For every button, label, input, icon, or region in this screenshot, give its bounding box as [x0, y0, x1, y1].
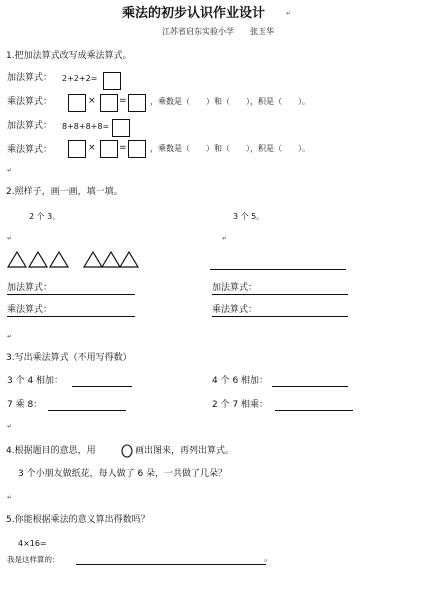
q2-heading: 2.照样子，画一画，填一填。	[6, 187, 123, 197]
page-title: 乘法的初步认识作业设计	[122, 6, 266, 21]
triangle-drawing	[6, 249, 141, 269]
q1-mul-label-2: 乘法算式：	[7, 145, 53, 155]
q5-expr: 4×16=	[18, 539, 47, 548]
paragraph-mark: ↵	[7, 423, 13, 430]
paragraph-mark: ↵	[222, 235, 228, 242]
triangle-icon	[120, 252, 138, 267]
q5-heading: 5.你能根据乘法的意义算出得数吗？	[6, 515, 150, 525]
q2-left-add-label: 加法算式：	[7, 283, 53, 293]
q3-answer-line-3[interactable]	[48, 410, 126, 411]
q1-product-box-2[interactable]	[128, 140, 146, 158]
q1-factor-box-2a[interactable]	[68, 140, 86, 158]
q4-heading-pre: 4.根据题目的意思，用	[6, 446, 96, 456]
paragraph-mark: ↵	[7, 167, 13, 174]
q1-factors-text-2: ，乘数是（ ）和（ ），积是（ ）。	[150, 144, 310, 153]
q2-drawing-line[interactable]	[210, 269, 346, 270]
q3-answer-line-2[interactable]	[272, 386, 348, 387]
circle-icon	[121, 444, 133, 458]
q1-factor-box-1a[interactable]	[68, 94, 86, 112]
q3-answer-line-4[interactable]	[275, 410, 353, 411]
q1-factors-text-1: ，乘数是（ ）和（ ），积是（ ）。	[150, 97, 310, 106]
q1-add-label-1: 加法算式：	[7, 73, 53, 83]
q1-answer-box-2[interactable]	[112, 119, 130, 137]
q5-method-line[interactable]	[76, 564, 266, 565]
triangle-icon	[50, 252, 68, 267]
q3-item-3: 7 乘 8：	[7, 400, 43, 410]
equals-sign: =	[119, 143, 127, 153]
q1-expr-2: 8+8+8+8=	[62, 122, 110, 131]
q1-expr-1: 2+2+2=	[62, 74, 98, 83]
q2-right-mul-label: 乘法算式：	[212, 305, 258, 315]
q2-right-mul-line[interactable]	[212, 316, 348, 317]
times-sign: ×	[88, 96, 96, 106]
q3-item-1: 3 个 4 相加：	[7, 376, 64, 386]
triangle-icon	[8, 252, 26, 267]
paragraph-mark: ↵	[286, 10, 292, 17]
q1-product-box-1[interactable]	[128, 94, 146, 112]
equals-sign: =	[119, 96, 127, 106]
paragraph-mark: ↵	[7, 333, 13, 340]
q2-right-add-line[interactable]	[212, 294, 348, 295]
q4-heading-post: 画出图来，再列出算式。	[135, 446, 235, 456]
paragraph-mark: ↵	[7, 494, 13, 501]
q2-left-mul-line[interactable]	[7, 316, 135, 317]
q1-mul-label-1: 乘法算式：	[7, 97, 53, 107]
paragraph-mark: ↵	[7, 235, 13, 242]
page-subtitle: 江苏省启东实验小学 张玉华	[162, 27, 274, 36]
q3-heading: 3.写出乘法算式（不用写得数）	[6, 353, 132, 363]
triangle-icon	[29, 252, 47, 267]
q1-heading: 1.把加法算式改写成乘法算式。	[6, 51, 132, 61]
q4-problem: 3 个小朋友做纸花，每人做了 6 朵，一共做了几朵？	[18, 469, 228, 479]
triangle-icon	[84, 252, 102, 267]
period: 。	[264, 554, 274, 564]
triangle-icon	[102, 252, 120, 267]
q3-item-2: 4 个 6 相加：	[212, 376, 269, 386]
q2-left-prompt: 2 个 3。	[29, 212, 61, 221]
q2-left-mul-label: 乘法算式：	[7, 305, 53, 315]
q5-method-label: 我是这样算的：	[7, 555, 60, 564]
q1-answer-box-1[interactable]	[103, 72, 121, 90]
q2-right-prompt: 3 个 5。	[233, 212, 265, 221]
q3-item-4: 2 个 7 相乘：	[212, 400, 269, 410]
q2-right-add-label: 加法算式：	[212, 283, 258, 293]
q3-answer-line-1[interactable]	[72, 386, 132, 387]
q1-factor-box-2b[interactable]	[100, 140, 118, 158]
q1-factor-box-1b[interactable]	[100, 94, 118, 112]
times-sign: ×	[88, 143, 96, 153]
q2-left-add-line[interactable]	[7, 294, 135, 295]
q1-add-label-2: 加法算式：	[7, 121, 53, 131]
